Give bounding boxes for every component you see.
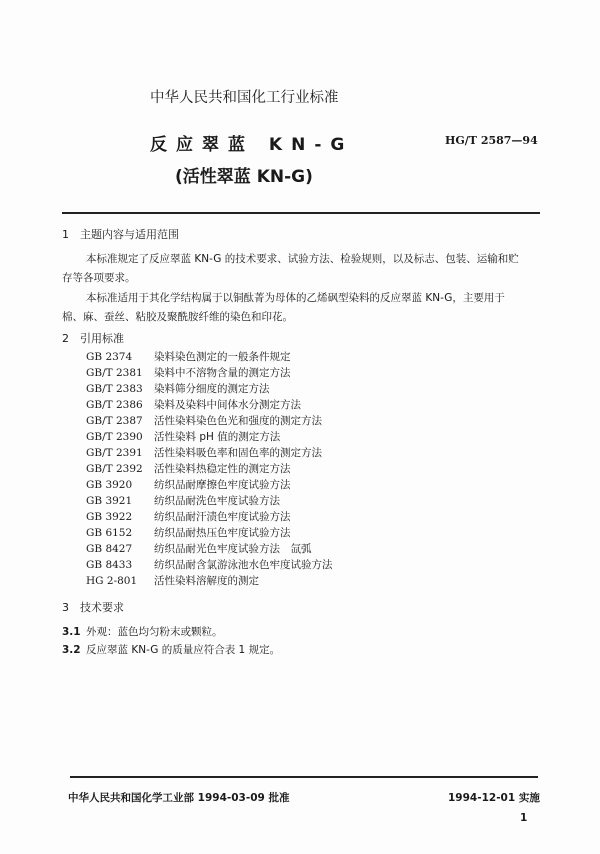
reference-title: 活性染料热稳定性的测定方法 [154, 463, 291, 475]
reference-code: GB 8427 [86, 543, 133, 555]
reference-code: GB/T 2390 [86, 431, 143, 443]
clause-3-1 [62, 624, 223, 639]
reference-code: GB/T 2391 [86, 447, 143, 459]
reference-title: 染料及染料中间体水分测定方法 [154, 399, 301, 411]
section-1-heading [62, 226, 179, 242]
reference-title: 活性染料吸色率和固色率的测定方法 [154, 447, 322, 459]
reference-item [86, 541, 312, 556]
reference-item [86, 461, 291, 476]
reference-code: GB 3921 [86, 495, 133, 507]
reference-item [86, 397, 301, 412]
header-divider [62, 212, 540, 214]
reference-item [86, 429, 280, 444]
section-number: 3 [62, 601, 69, 614]
clause-text: 外观：蓝色均匀粉末或颗粒。 [86, 626, 223, 638]
clause-number: 3.1 [62, 626, 81, 638]
document-subtitle: (活性翠蓝 KN-G) [175, 167, 313, 187]
section-3-heading [62, 599, 124, 615]
effective-date: 1994-12-01 实施 [448, 792, 540, 804]
reference-title: 纺织品耐含氯游泳池水色牢度试验方法 [154, 559, 333, 571]
reference-title: 活性染料 pH 值的测定方法 [154, 431, 281, 443]
reference-item [86, 445, 322, 460]
reference-title: 染料染色测定的一般条件规定 [154, 351, 291, 363]
reference-title: 纺织品耐热压色牢度试验方法 [154, 527, 291, 539]
reference-item [86, 365, 291, 380]
reference-title: 活性染料染色色光和强度的测定方法 [154, 415, 322, 427]
footer-divider [70, 776, 538, 778]
reference-item [86, 525, 291, 540]
issuer-header: 中华人民共和国化工行业标准 [150, 90, 339, 106]
reference-code: GB/T 2392 [86, 463, 143, 475]
page-number: 1 [520, 812, 528, 824]
reference-code: GB 8433 [86, 559, 133, 571]
paragraph-line: 本标准适用于其化学结构属于以铜酞菁为母体的乙烯砜型染料的反应翠蓝 KN-G，主要用于 [86, 292, 505, 304]
section-title: 主题内容与适用范围 [80, 228, 179, 241]
reference-code: GB/T 2386 [86, 399, 143, 411]
reference-code: GB/T 2387 [86, 415, 143, 427]
reference-code: GB/T 2381 [86, 367, 143, 379]
clause-text: 反应翠蓝 KN-G 的质量应符合表 1 规定。 [86, 644, 281, 656]
section-number: 1 [62, 228, 69, 241]
reference-code: GB 3922 [86, 511, 133, 523]
reference-code: GB 6152 [86, 527, 133, 539]
reference-item [86, 493, 280, 508]
reference-item [86, 509, 291, 524]
reference-code: GB/T 2383 [86, 383, 143, 395]
standard-code: HG/T 2587—94 [445, 134, 538, 147]
reference-item [86, 477, 291, 492]
clause-number: 3.2 [62, 644, 81, 656]
reference-title: 纺织品耐洗色牢度试验方法 [154, 495, 280, 507]
reference-item [86, 557, 333, 572]
reference-title: 染料中不溶物含量的测定方法 [154, 367, 291, 379]
reference-item [86, 413, 322, 428]
paragraph-line: 棉、麻、蚕丝、粘胶及聚酰胺纤维的染色和印花。 [62, 311, 293, 323]
reference-title: 纺织品耐汗渍色牢度试验方法 [154, 511, 291, 523]
reference-title: 活性染料溶解度的测定 [154, 575, 259, 587]
reference-code: HG 2-801 [86, 575, 138, 587]
clause-3-2 [62, 642, 280, 657]
paragraph-line: 本标准规定了反应翠蓝 KN-G 的技术要求、试验方法、检验规则，以及标志、包装、运输和贮 [86, 253, 519, 265]
reference-title: 染料筛分细度的测定方法 [154, 383, 270, 395]
section-title: 引用标准 [80, 332, 124, 345]
approval-date: 中华人民共和国化学工业部 1994-03-09 批准 [68, 792, 290, 804]
reference-item [86, 381, 270, 396]
reference-item [86, 349, 291, 364]
reference-title: 纺织品耐光色牢度试验方法 氙弧 [154, 543, 312, 555]
reference-code: GB 2374 [86, 351, 133, 363]
reference-code: GB 3920 [86, 479, 133, 491]
paragraph-line: 存等各项要求。 [62, 272, 136, 284]
reference-item [86, 573, 259, 588]
section-2-heading [62, 330, 124, 346]
section-title: 技术要求 [80, 601, 124, 614]
section-number: 2 [62, 332, 69, 345]
document-title: 反应翠蓝 KN-G [150, 135, 354, 155]
reference-title: 纺织品耐摩擦色牢度试验方法 [154, 479, 291, 491]
